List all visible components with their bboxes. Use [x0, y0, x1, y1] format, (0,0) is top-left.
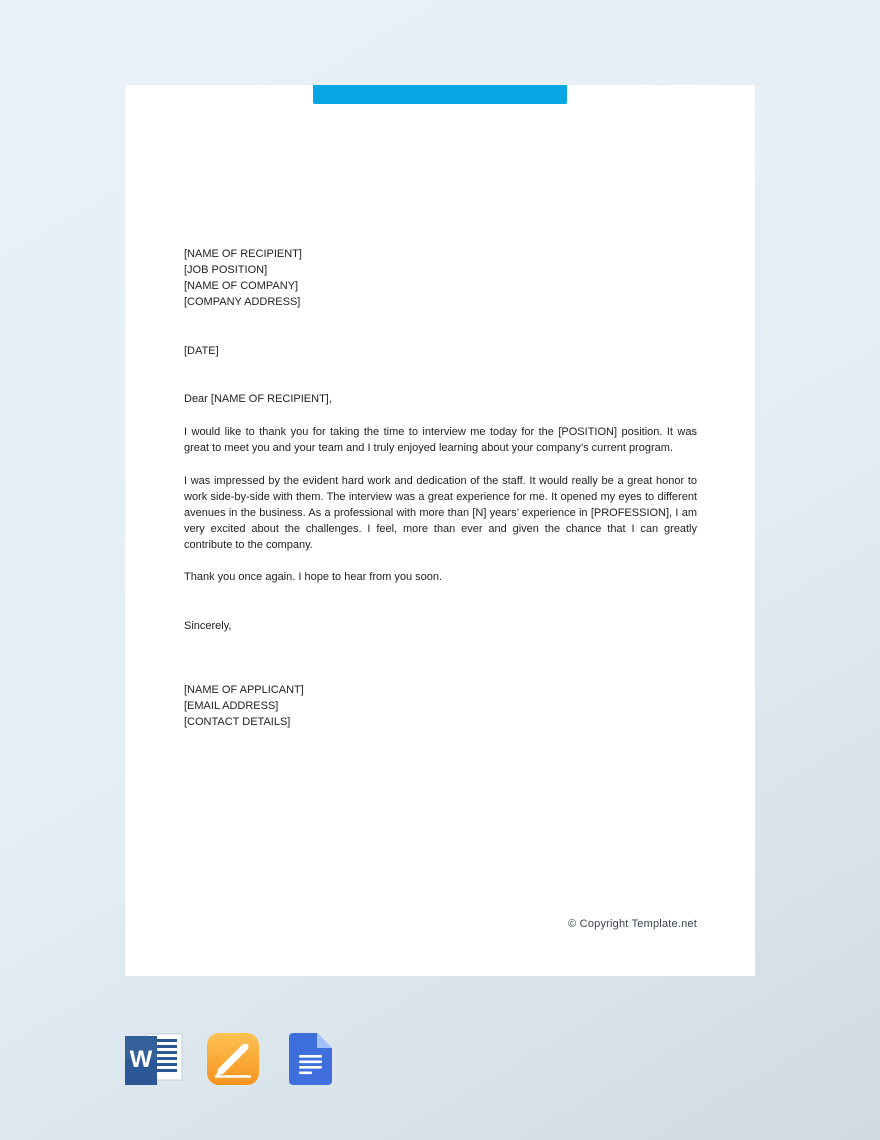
ms-word-icon[interactable] — [125, 1033, 183, 1088]
recipient-company-line: [NAME OF COMPANY] — [184, 280, 299, 292]
applicant-name-line: [NAME OF APPLICANT] — [184, 684, 304, 696]
format-icons-row — [125, 1033, 385, 1087]
signature-block — [184, 682, 697, 730]
salutation: Dear [NAME OF RECIPIENT], — [184, 393, 332, 405]
recipient-job-line: [JOB POSITION] — [184, 264, 268, 276]
letter-page — [125, 85, 755, 976]
header-accent-bar — [313, 85, 567, 104]
date-line: [DATE] — [184, 345, 219, 357]
recipient-name-line: [NAME OF RECIPIENT] — [184, 248, 302, 260]
recipient-address-line: [COMPANY ADDRESS] — [184, 296, 301, 308]
applicant-contact-line: [CONTACT DETAILS] — [184, 716, 291, 728]
recipient-block — [184, 246, 697, 310]
google-docs-icon[interactable] — [288, 1033, 333, 1088]
body-paragraph-2: I was impressed by the evident hard work and dedication of the staff. It would really be a great honor to work side-by-side with them. The interview was a great experience for me. It opened my eyes to different avenues in the business. As a professional with more than [N] years’ experience in [PROFESSION], I am very excited about the challenges. I feel, more than ever and given the chance that I can greatly contribute to the company. — [184, 475, 697, 551]
signoff: Sincerely, — [184, 620, 232, 632]
body-paragraph-1: I would like to thank you for taking the time to interview me today for the [POSITION] position. It was great to meet you and your team and I truly enjoyed learning about your company’s current program. — [184, 426, 697, 454]
copyright-notice: © Copyright Template.net — [568, 918, 697, 930]
body-paragraph-3: Thank you once again. I hope to hear from you soon. — [184, 571, 443, 583]
letter-content — [184, 246, 697, 730]
svg-text:W: W — [129, 1046, 153, 1073]
applicant-email-line: [EMAIL ADDRESS] — [184, 700, 279, 712]
apple-pages-icon[interactable] — [207, 1033, 259, 1088]
